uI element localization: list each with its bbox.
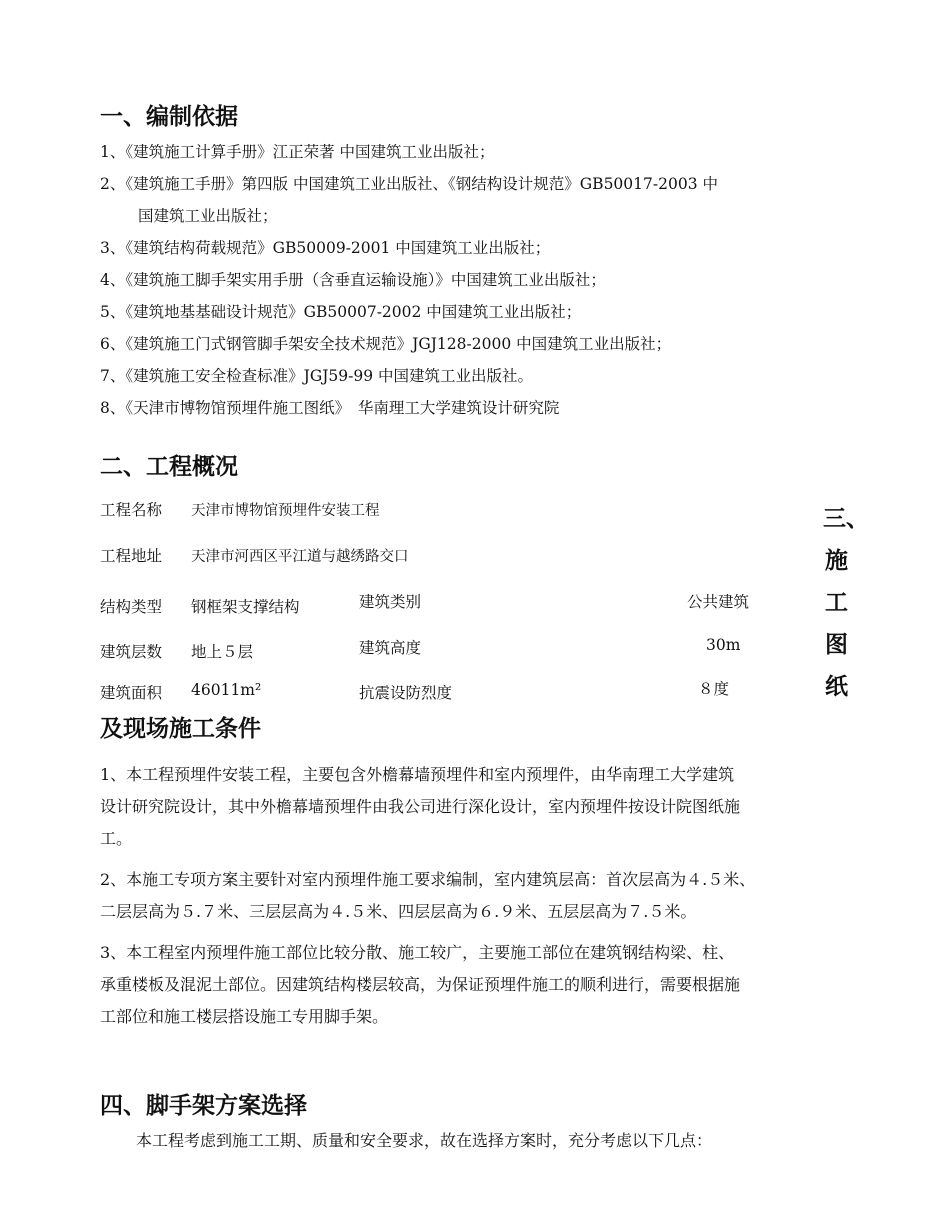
structure-type-value: 钢框架支撑结构 (191, 598, 300, 616)
reference-item-continued: 国建筑工业出版社； (138, 207, 278, 225)
reference-item: 8、《天津市博物馆预埋件施工图纸》 华南理工大学建筑设计研究院 (100, 399, 560, 417)
section-3-title-char: 工 (825, 590, 848, 616)
section-3-title: 及现场施工条件 (100, 716, 261, 742)
floors-label: 建筑层数 (100, 643, 163, 661)
project-name-value: 天津市博物馆预埋件安装工程 (191, 503, 380, 519)
reference-item: 1、《建筑施工计算手册》江正荣著 中国建筑工业出版社； (100, 143, 495, 161)
paragraph-line: 1、本工程预埋件安装工程，主要包含外檐幕墙预埋件和室内预埋件，由华南理工大学建筑 (100, 765, 735, 784)
building-height-label: 建筑高度 (359, 639, 422, 657)
section-3-title-char: 三、 (823, 506, 869, 532)
reference-item: 7、《建筑施工安全检查标准》JGJ59-99 中国建筑工业出版社。 (100, 367, 534, 385)
reference-item: 4、《建筑施工脚手架实用手册（含垂直运输设施）》中国建筑工业出版社； (100, 271, 606, 289)
paragraph-line: 工。 (100, 829, 133, 848)
seismic-intensity-value: ８度 (698, 680, 730, 698)
paragraph-line: 设计研究院设计，其中外檐幕墙预埋件由我公司进行深化设计，室内预埋件按设计院图纸施 (100, 797, 741, 816)
project-address-value: 天津市河西区平江道与越绣路交口 (191, 549, 409, 565)
paragraph-line: 承重楼板及混泥土部位。因建筑结构楼层较高，为保证预埋件施工的顺利进行，需要根据施 (100, 975, 741, 994)
structure-type-label: 结构类型 (100, 598, 163, 616)
building-category-label: 建筑类别 (359, 593, 422, 611)
section-4-title: 四、脚手架方案选择 (100, 1093, 307, 1119)
project-name-label: 工程名称 (100, 501, 163, 519)
section-3-title-char: 图 (825, 632, 848, 658)
paragraph-line: 3、本工程室内预埋件施工部位比较分散、施工较广，主要施工部位在建筑钢结构梁、柱、 (100, 943, 735, 962)
section-1-title: 一、编制依据 (100, 104, 238, 130)
building-area-value: 46011m² (191, 681, 262, 699)
seismic-intensity-label: 抗震设防烈度 (359, 684, 453, 702)
building-area-label: 建筑面积 (100, 684, 163, 702)
paragraph-line: 2、本施工专项方案主要针对室内预埋件施工要求编制，室内建筑层高：首次层高为４.５米、 (100, 870, 756, 889)
reference-item: 5、《建筑地基基础设计规范》GB50007-2002 中国建筑工业出版社； (100, 303, 582, 321)
reference-item: 2、《建筑施工手册》第四版 中国建筑工业出版社、《钢结构设计规范》GB50017-2003 中 (100, 175, 718, 193)
building-height-value: 30m (706, 636, 741, 654)
floors-value: 地上５层 (191, 643, 254, 661)
section-3-title-char: 纸 (825, 674, 848, 700)
building-category-value: 公共建筑 (687, 593, 750, 611)
reference-item: 3、《建筑结构荷载规范》GB50009-2001 中国建筑工业出版社； (100, 239, 551, 257)
section-4-paragraph: 本工程考虑到施工工期、质量和安全要求，故在选择方案时，充分考虑以下几点： (136, 1131, 713, 1150)
project-address-label: 工程地址 (100, 547, 163, 565)
paragraph-line: 工部位和施工楼层搭设施工专用脚手架。 (100, 1007, 389, 1026)
paragraph-line: 二层层高为５.７米、三层层高为４.５米、四层层高为６.９米、五层层高为７.５米。 (100, 902, 697, 921)
section-2-title: 二、工程概况 (100, 454, 238, 480)
reference-item: 6、《建筑施工门式钢管脚手架安全技术规范》JGJ128-2000 中国建筑工业出版社； (100, 335, 672, 353)
section-3-title-char: 施 (825, 548, 848, 574)
